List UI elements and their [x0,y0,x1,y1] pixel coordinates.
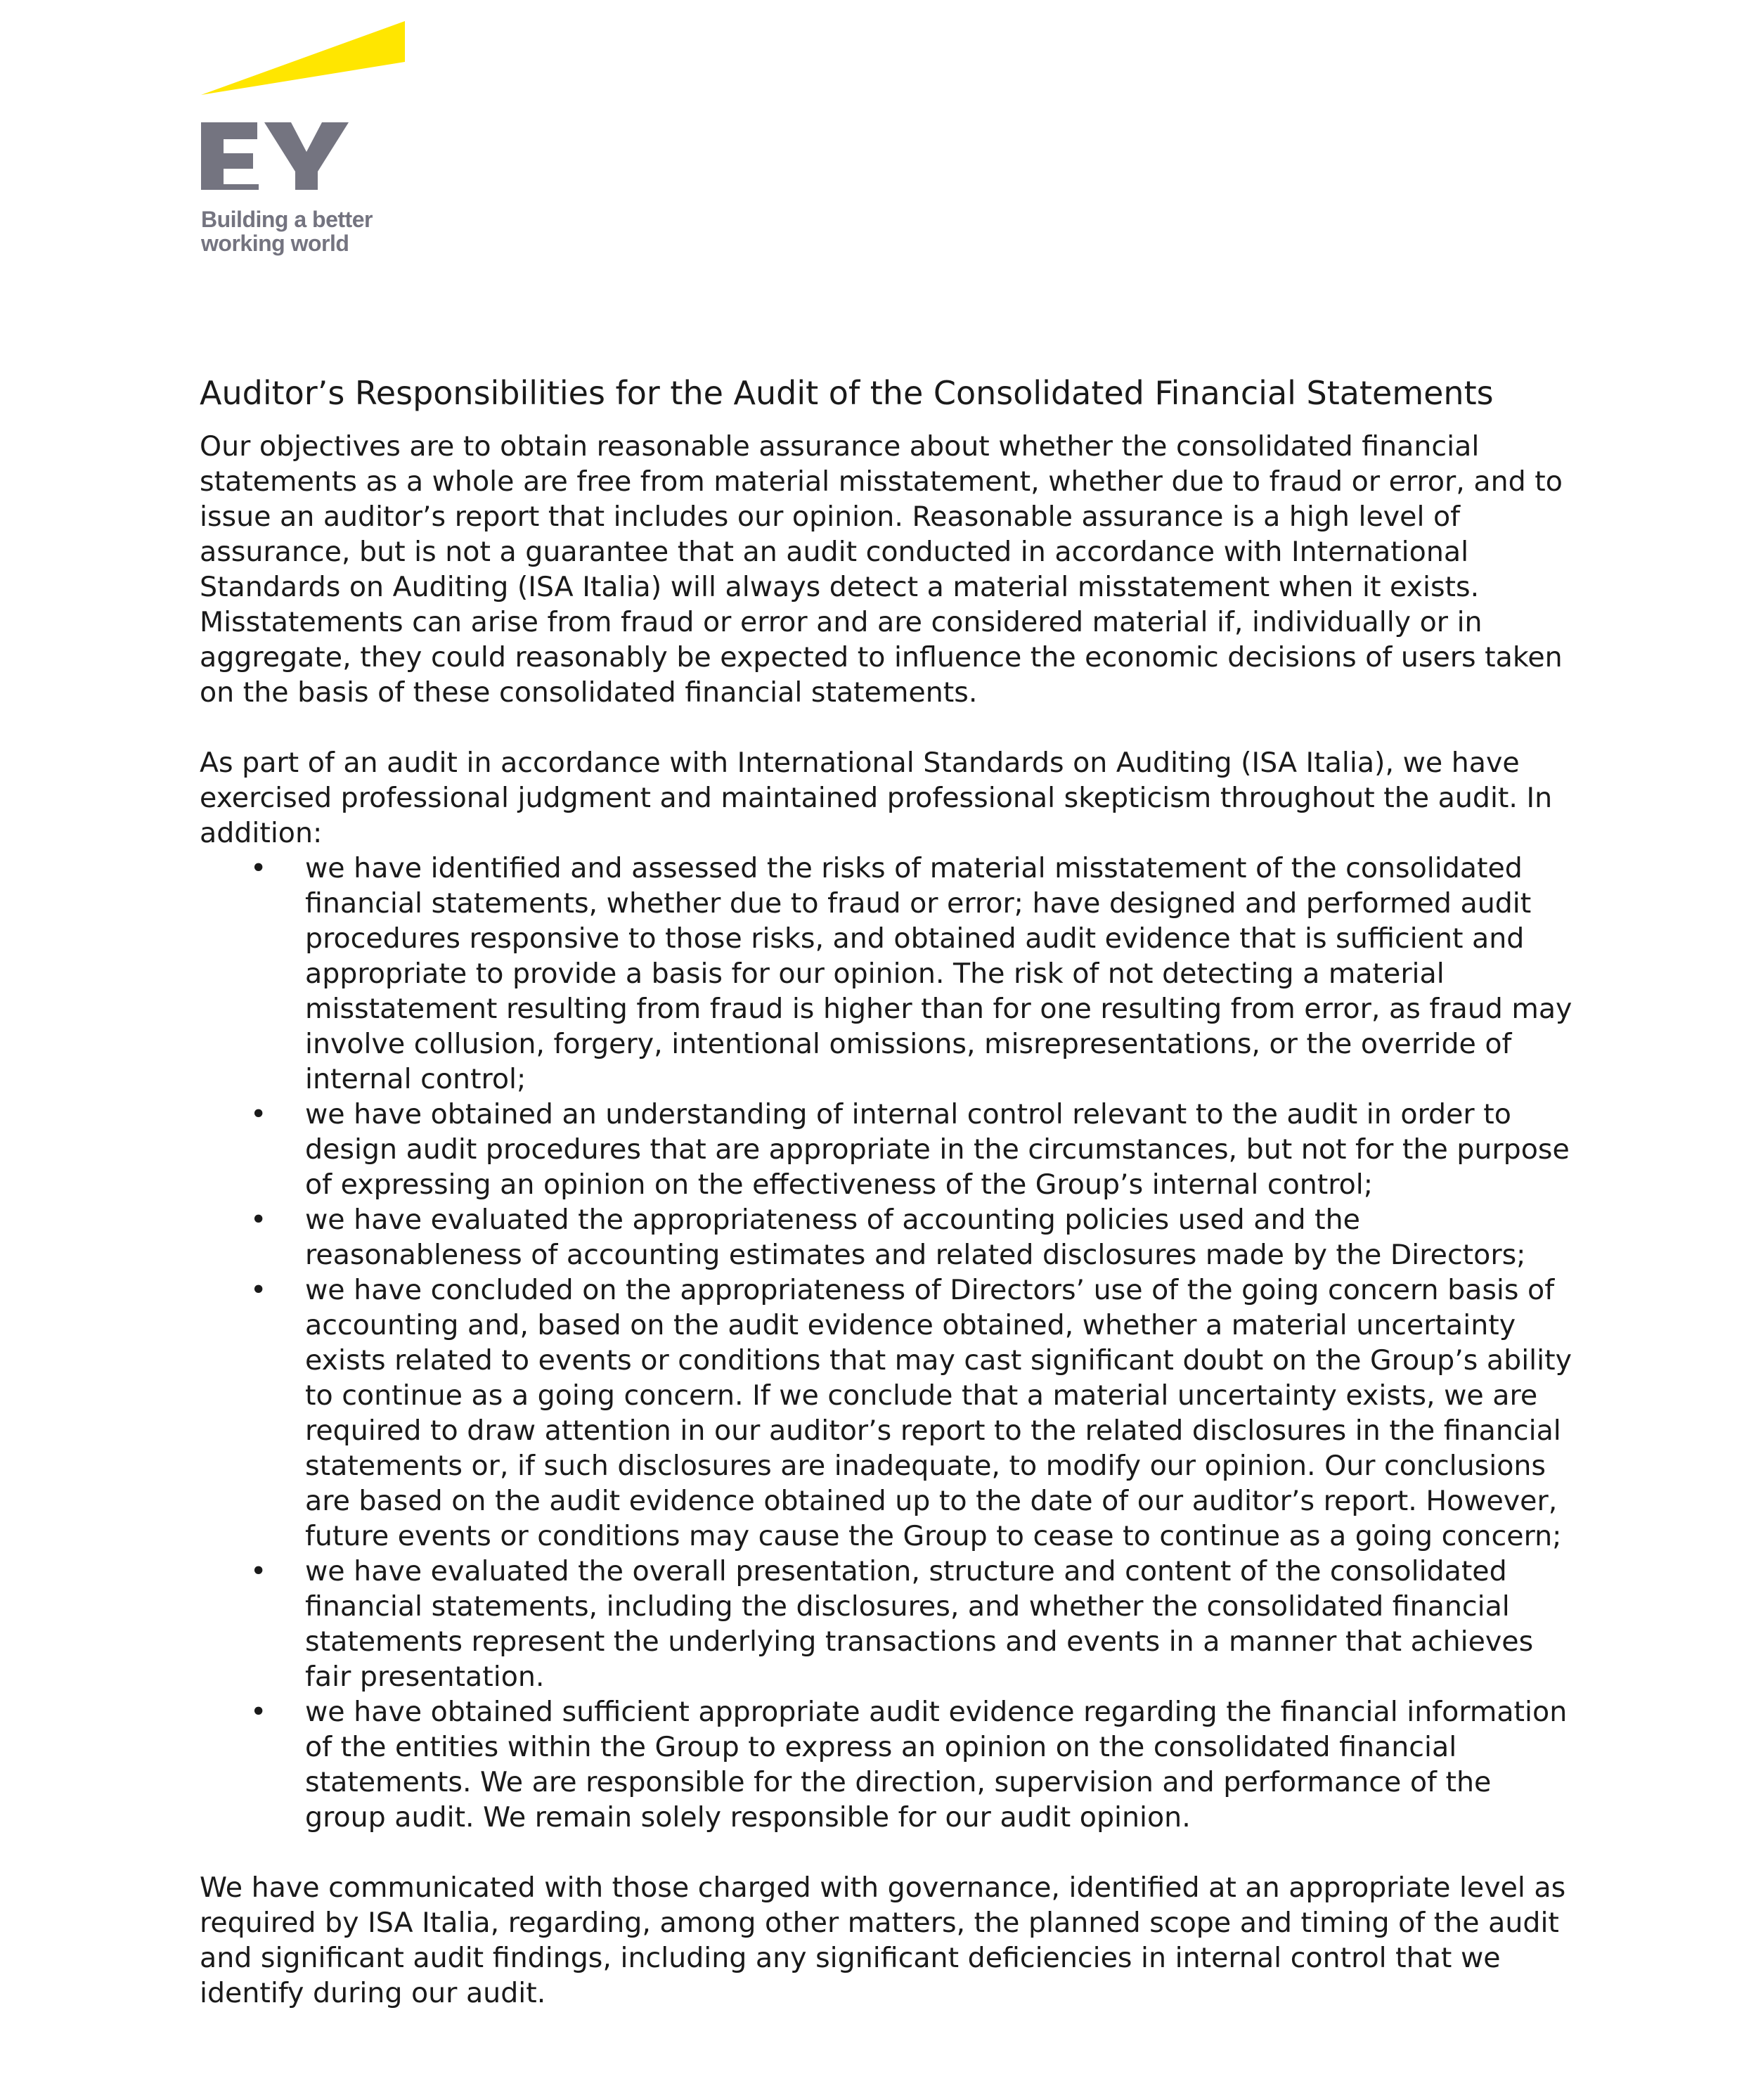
ey-letter-y [264,122,349,190]
list-item-text: we have obtained sufficient appropriate audit evidence regarding the financial information of the entities within the Group to express an opinion on the consolidated financial statements. We are responsible for the direction, supervision and performance of the group audit. We remain solely responsible for our audit opinion. [305,1696,1568,1834]
section-heading: Auditor’s Responsibilities for the Audit of the Consolidated Financial Statements [200,374,1494,412]
list-item-text: we have evaluated the appropriateness of accounting policies used and the reasonableness of accounting estimates and related disclosures made by the Directors; [305,1204,1526,1271]
list-item-text: we have identified and assessed the risks of material misstatement of the consolidated financial statements, whether due to fraud or error; have designed and performed audit procedures responsive to those risks, and obtained audit evidence that is sufficient and appropriate to provide a basis for our opinion. The risk of not detecting a material misstatement resulting from fraud is higher than for one resulting from error, as fraud may involve collusion, forgery, intentional omissions, misrepresentations, or the override of internal control; [305,852,1572,1095]
bullet-icon: • [250,1555,267,1587]
list-item [250,851,1577,1097]
ey-logo-mark [200,21,425,190]
bullet-icon: • [250,852,267,884]
responsibilities-list [200,851,1577,1835]
paragraph-governance: We have communicated with those charged with governance, identified at an appropriate level as required by ISA Italia, regarding, among other matters, the planned scope and timing of the audit and significant audit findings, including any significant deficiencies in internal control that we identify during our audit. [200,1872,1566,2009]
list-item [250,1202,1577,1273]
bullet-icon: • [250,1204,267,1236]
ey-yellow-beam [201,21,405,95]
ey-logo [200,21,425,260]
list-item-text: we have concluded on the appropriateness of Directors’ use of the going concern basis of accounting and, based on the audit evidence obtained, whether a material uncertainty exists related to events or conditions that may cast significant doubt on the Group’s ability to continue as a going concern. If we conclude that a material uncertainty exists, we are required to draw attention in our auditor’s report to the related disclosures in the financial statements or, if such disclosures are inadequate, to modify our opinion. Our conclusions are based on the audit evidence obtained up to the date of our auditor’s report. However, future events or conditions may cause the Group to cease to continue as a going concern; [305,1274,1572,1552]
list-item-text: we have evaluated the overall presentation, structure and content of the consolidated financial statements, including the disclosures, and whether the consolidated financial statements represent the underlying transactions and events in a manner that achieves fair presentation. [305,1555,1534,1693]
bullet-icon: • [250,1696,267,1728]
ey-tagline [201,207,373,255]
ey-letter-e [201,122,259,190]
list-item-text: we have obtained an understanding of internal control relevant to the audit in order to design audit procedures that are appropriate in the circumstances, but not for the purpose of expressing an opinion on the effectiveness of the Group’s internal control; [305,1098,1570,1201]
bullet-icon: • [250,1274,267,1306]
paragraph-objectives: Our objectives are to obtain reasonable assurance about whether the consolidated financial statements as a whole are free from material misstatement, whether due to fraud or error, and to issue an auditor’s report that includes our opinion. Reasonable assurance is a high level of assurance, but is not a guarantee that an audit conducted in accordance with International Standards on Auditing (ISA Italia) will always detect a material misstatement when it exists. Misstatements can arise from fraud or error and are considered material if, individually or in aggregate, they could reasonably be expected to influence the economic decisions of users taken on the basis of these consolidated financial statements. [200,430,1563,709]
ey-tagline-line2: working world [201,231,349,256]
document-body [200,373,1577,2011]
ey-tagline-line1: Building a better [201,207,373,232]
list-item [250,1097,1577,1202]
list-item [250,1273,1577,1554]
list-item [250,1694,1577,1835]
list-item [250,1554,1577,1694]
bullet-icon: • [250,1098,267,1130]
paragraph-audit-intro: As part of an audit in accordance with International Standards on Auditing (ISA Italia), we have exercised professional judgment and maintained professional skepticism throughout the audit. In addition: [200,747,1553,849]
